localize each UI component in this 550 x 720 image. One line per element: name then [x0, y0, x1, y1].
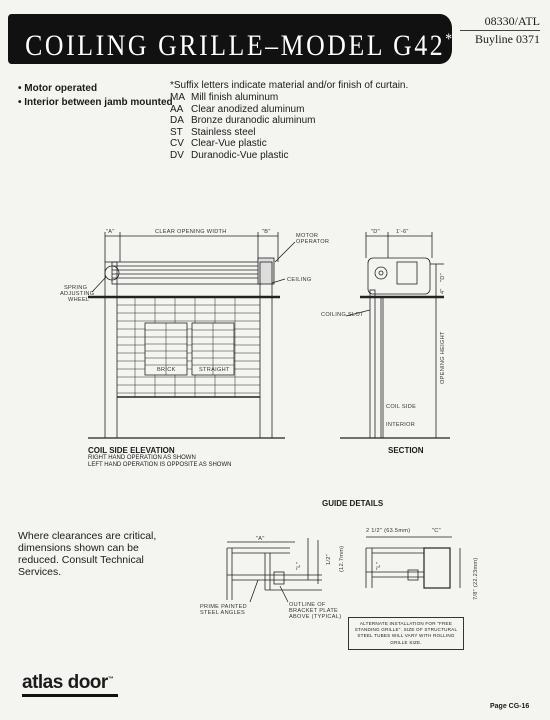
label-b: "B"	[262, 229, 271, 235]
guide-caption: GUIDE DETAILS	[322, 499, 384, 508]
suffix-code: ST	[170, 126, 183, 138]
alternate-install-note: ALTERNATE INSTALLATION FOR "FREE STANDING GRILLE". SIZE OF STRUCTURAL STEEL TUBES WILL VARY WITH ROLLING GRILLE SIZE.	[348, 617, 464, 650]
motor-section	[397, 262, 417, 284]
guide-label-c: "C"	[432, 528, 441, 534]
label-d: "D"	[371, 229, 380, 235]
elevation-note-2: LEFT HAND OPERATION IS OPPOSITE AS SHOWN	[88, 462, 232, 468]
guide-label-mm: (12.7mm)	[339, 545, 345, 572]
label-ceiling: CEILING	[287, 277, 312, 283]
elevation-drawing	[88, 232, 295, 438]
feature-item: • Motor operated	[18, 82, 173, 96]
guide-label-dim2: 2 1/2" (63.5mm)	[366, 528, 411, 534]
guide-label-78: 7/8" (22.23mm)	[473, 557, 479, 600]
suffix-code: DA	[170, 115, 184, 126]
guide-detail-left	[227, 538, 322, 602]
suffix-desc: Duranodic-Vue plastic	[191, 149, 289, 161]
elevation-caption: COIL SIDE ELEVATION	[88, 446, 175, 455]
guide-label-bracket: BRACKET PLATE	[289, 608, 339, 614]
guide-label-above: ABOVE (TYPICAL)	[289, 614, 342, 620]
label-clear-width: CLEAR OPENING WIDTH	[155, 229, 227, 235]
label-opening-height: OPENING HEIGHT	[440, 331, 446, 384]
jamb-left	[105, 262, 117, 438]
label-brick: BRICK	[157, 367, 176, 373]
title-text: COILING GRILLE–MODEL G42	[25, 29, 446, 62]
label-d-vertical: "D"	[440, 273, 446, 282]
suffix-code: DV	[170, 149, 184, 161]
suffix-desc: Clear-Vue plastic	[191, 138, 267, 149]
jamb-section	[370, 290, 375, 438]
suffix-intro: *Suffix letters indicate material and/or finish of curtain.	[170, 80, 409, 91]
feature-item: • Interior between jamb mounted	[18, 96, 173, 110]
label-straight: STRAIGHT	[199, 367, 230, 373]
label-a: "A"	[106, 229, 115, 235]
label-spring: SPRING	[64, 285, 88, 291]
suffix-code: AA	[170, 103, 184, 115]
guide-label-a: "A"	[256, 536, 265, 542]
buyline: Buyline 0371	[460, 30, 540, 47]
title-asterisk: *	[445, 31, 453, 48]
brand-trademark: ™	[107, 676, 114, 683]
label-motor: MOTOR	[296, 233, 319, 239]
elevation-note-1: RIGHT HAND OPERATION AS SHOWN	[88, 455, 196, 461]
clearance-note: Where clearances are critical, dimensions shown can be reduced. Consult Technical Services.	[18, 530, 157, 578]
suffix-desc: Clear anodized aluminum	[191, 103, 305, 115]
label-wheel: WHEEL	[68, 297, 90, 303]
label-4in: 4"	[440, 288, 446, 294]
suffix-code: CV	[170, 138, 184, 149]
brand-logo	[22, 672, 113, 694]
jamb-right	[260, 262, 272, 438]
logo-underline	[22, 694, 118, 697]
coil-housing-section	[368, 258, 430, 294]
suffix-desc: Stainless steel	[191, 126, 256, 138]
label-dim-1-6: 1'-6"	[396, 229, 409, 235]
suffix-desc: Mill finish aluminum	[191, 92, 279, 103]
label-operator: OPERATOR	[296, 239, 330, 245]
guide-label-steel-angles: STEEL ANGLES	[200, 610, 246, 616]
suffix-code: MA	[170, 92, 185, 103]
suffix-desc: Bronze duranodic aluminum	[191, 115, 316, 126]
label-adjusting: ADJUSTING	[60, 291, 95, 297]
brand-name: atlas door	[22, 672, 108, 693]
guide-label-l: "L"	[296, 562, 302, 570]
page-number: Page CG-16	[490, 703, 530, 710]
guide-label-outline: OUTLINE OF	[289, 602, 326, 608]
guide-label-prime: PRIME PAINTED	[200, 604, 247, 610]
label-coiling-slot: COILING SLOT	[321, 312, 364, 318]
section-caption: SECTION	[388, 446, 424, 455]
label-coil-side: COIL SIDE	[386, 404, 417, 410]
catalog-code: 08330/ATL	[484, 14, 540, 28]
coil-housing	[112, 262, 262, 284]
guide-label-l-right: "L"	[376, 562, 382, 570]
label-interior: INTERIOR	[386, 422, 416, 428]
elevation-caption-block	[88, 446, 231, 469]
guide-label-half: 1/2"	[326, 554, 332, 565]
grille-pattern	[117, 297, 260, 397]
